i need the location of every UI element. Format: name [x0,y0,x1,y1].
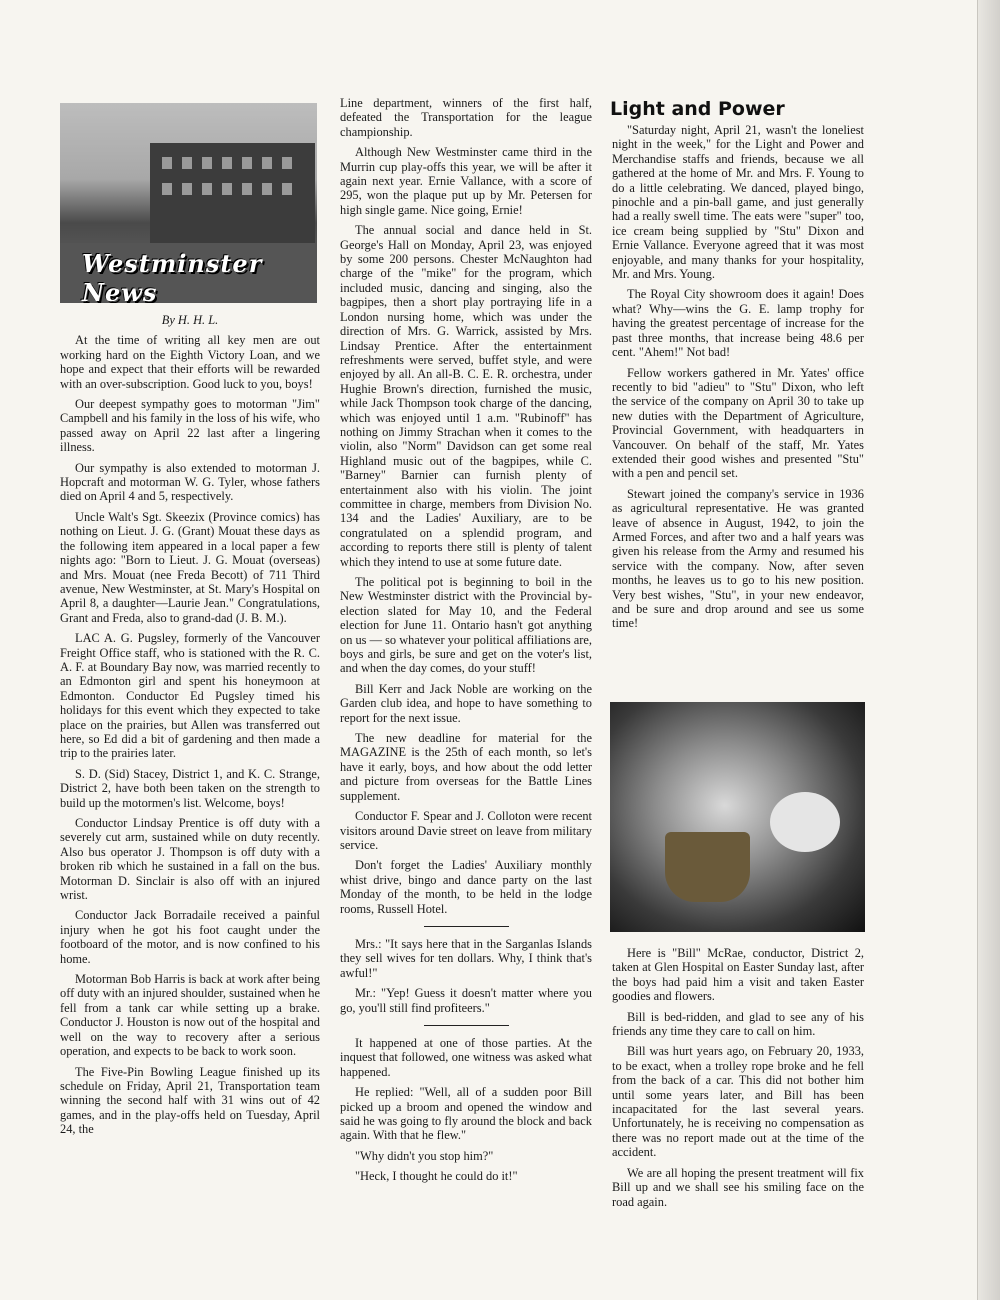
article-paragraph: Fellow workers gathered in Mr. Yates' office recently to bid "adieu" to "Stu" Dixon, who left the service of the company on April 30 to take up new duties with the Department of Agriculture, Provincial Government, with headquarters in Vancouver. On behalf of the staff, Mr. Yates extended their good wishes and presented "Stu" with a pen and pencil set. [612,365,864,481]
article-paragraph: Bill is bed-ridden, and glad to see any of his friends any time they care to call on him. [612,1009,864,1039]
page-edge [977,0,1000,1300]
article-paragraph: Although New Westminster came third in the Murrin cup play-offs this year, we will be after it again next year. Ernie Vallance, with a score of 295, won the plaque put up by Mr. Petersen for high single game. Nice going, Ernie! [340,145,592,217]
article-paragraph: The political pot is beginning to boil in the New Westminster district with the Provincial by-election slated for May 10, and the Federal election for June 11. Ontario hasn't got anything on us — so whatever your political affiliations are, boys and girls, be sure and get on the voter's list, and when the day comes, do your stuff! [340,575,592,676]
article-paragraph: Conductor F. Spear and J. Colloton were recent visitors around Davie street on leave from military service. [340,809,592,852]
article-paragraph: S. D. (Sid) Stacey, District 1, and K. C. Strange, District 2, have both been taken on the strength to build up the motormen's list. Welcome, boys! [60,766,320,810]
byline: By H. H. L. [161,313,219,327]
article-paragraph: The annual social and dance held in St. George's Hall on Monday, April 23, was enjoyed by some 200 persons. Chester McNaughton had charge of the "mike" for the program, which included music, dancing and singing, also the bagpipes, then a short play portraying life in a London nursing home, which was under the direction of Mrs. G. Warrick, assisted by Mrs. Lindsay Prentice. After the entertainment refreshments were served, buffet style, and were enjoyed by all. An all-B. C. E. R. orchestra, under Hughie Brown's direction, furnished the music, while Jack Thompson took charge of the dancing, which was enjoyed until 1 a.m. "Rubinoff" has nothing on Jimmy Strachan when it comes to the violin, also "Norm" Davidson can get some real Highland music out of the bagpipes, while C. "Barney" Barnier can furnish plenty of entertainment also with his violin. The joint committee in charge, members from Division No. 134 and the Ladies' Auxiliary, are to be congratulated on a splendid program, and according to reports there still is plenty of talent which they intend to use at some future date. [340,223,592,569]
article-paragraph: Motorman Bob Harris is back at work after being off duty with an injured shoulder, sustained when he fell from a tank car while setting up a brake. Conductor J. Houston is now out of the hospital and well on the way to recovery after a serious operation, and expects to be back to work soon. [60,972,320,1059]
article-paragraph: Stewart joined the company's service in 1936 as agricultural representative. He was granted leave of absence in August, 1942, to join the Armed Forces, and after two and a half years was given his release from the Army and resumed his service with the company. Now, after seven months, he leaves us to go to his new position. Very best wishes, "Stu", in your new endeavor, and be sure and drop around and see us some time! [612,486,864,631]
joke-line: "Why didn't you stop him?" [355,1148,494,1163]
article-paragraph: Bill Kerr and Jack Noble are working on the Garden club idea, and hope to have something to report for the next issue. [340,681,592,725]
westminster-street-photo [60,103,317,303]
column-3 [612,123,864,637]
joke-line: Mrs.: "It says here that in the Sarganlas Islands they sell wives for ten dollars. Why, I think that's awful!" [340,936,592,980]
article-paragraph: We are all hoping the present treatment will fix Bill up and we shall see his smiling face on the road again. [612,1165,864,1209]
article-paragraph: The Five-Pin Bowling League finished up its schedule on Friday, April 21, Transportation team winning the second half with 31 wins out of 42 games, and in the play-offs held on Tuesday, April 24, the [60,1064,320,1137]
article-paragraph: At the time of writing all key men are out working hard on the Eighth Victory Loan, and we hope and expect that their efforts will be rewarded with an over-subscription. Good luck to you, boys! [60,333,320,391]
easter-basket [665,832,750,902]
column-1 [60,313,320,1143]
article-paragraph: Uncle Walt's Sgt. Skeezix (Province comics) has nothing on Lieut. J. G. (Grant) Mouat these days as the following item appeared in a local paper a few nights ago: "Born to Lieut. J. G. Mouat (overseas) and Mrs. Mouat (nee Freda Becott) of 711 Third avenue, New Westminster, at St. Mary's Hospital on April 8, a daughter—Laurie Jean." Congratulations, Grant and Freda, also to grand-dad (J. B. M.). [60,509,320,625]
divider-rule [424,1025,509,1026]
article-paragraph: Line department, winners of the first half, defeated the Transportation for the league championship. [340,96,592,139]
article-paragraph: The new deadline for material for the MAGAZINE is the 25th of each month, so let's have it early, boys, and how about the odd letter and picture from overseas for the Battle Lines supplement. [340,731,592,803]
photo-caption-text [612,946,864,1215]
joke-line: Mr.: "Yep! Guess it doesn't matter where you go, you'll still find profiteers." [340,986,592,1015]
article-paragraph: "Saturday night, April 21, wasn't the loneliest night in the week," for the Light and Power and Merchandise staffs and friends, because we all gathered at the home of Mr. and Mrs. F. Young to do a little celebrating. We danced, played bingo, pinochle and a pin-ball game, and just generally had a really swell time. The eats were "super" too, ice cream being supplied by "Stu" Dixon and Ernie Vallance. Everyone agreed that it was most enjoyable, and many thanks for your hospitality, Mr. and Mrs. Young. [612,123,864,282]
column-2 [340,96,592,1190]
hospital-bed-photo [610,702,865,932]
article-paragraph: Our deepest sympathy goes to motorman "Jim" Campbell and his family in the loss of his wife, who passed away on April 22 last after a lingering illness. [60,397,320,455]
joke-line: It happened at one of those parties. At the inquest that followed, one witness was asked what happened. [340,1035,592,1079]
building-illustration [150,143,315,253]
joke-line: He replied: "Well, all of a sudden poor Bill picked up a broom and opened the window and said he was going to fly around the block and back again. With that he flew." [340,1085,592,1143]
article-paragraph: Don't forget the Ladies' Auxiliary monthly whist drive, bingo and dance party on the last Monday of the month, to be held in the lodge rooms, Russell Hotel. [340,858,592,916]
section-title: Light and Power [610,98,785,120]
section-banner-title: Westminster News [82,249,263,303]
joke-line: "Heck, I thought he could do it!" [355,1169,518,1184]
article-paragraph: Our sympathy is also extended to motorman J. Hopcraft and motorman W. G. Tyler, whose fathers died on April 4 and 5, respectively. [60,460,320,504]
article-paragraph: Here is "Bill" McRae, conductor, District 2, taken at Glen Hospital on Easter Sunday last, after the boys had paid him a visit and taken Easter goodies and flowers. [612,946,864,1004]
article-paragraph: Bill was hurt years ago, on February 20, 1933, to be exact, when a trolley rope broke and he fell from the back of a car. This did not bother him until some years later, and Bill has been incapacitated for the last several years. Unfortunately, he is receiving no compensation as there was no report made out at the time of the accident. [612,1044,864,1160]
article-paragraph: Conductor Jack Borradaile received a painful injury when he got his foot caught under the footboard of the motor, and is now confined to his home. [60,908,320,966]
flowers [770,792,840,852]
article-paragraph: LAC A. G. Pugsley, formerly of the Vancouver Freight Office staff, who is stationed with the R. C. A. F. at Boundary Bay now, was married recently to an Edmonton girl and spent his honeymoon at Edmonton. Conductor Ed Pugsley timed his holidays for this event which they expected to take place on the prairies, but Allen was transferred out here, so Ed did a bit of gardening and then made a trip to the prairies later. [60,631,320,761]
article-paragraph: Conductor Lindsay Prentice is off duty with a severely cut arm, sustained while on duty recently. Also bus operator J. Thompson is off duty with a broken rib which he sustained in a fall on the bus. Motorman D. Sinclair is also off with an injured wrist. [60,816,320,903]
article-paragraph: The Royal City showroom does it again! Does what? Why—wins the G. E. lamp trophy for having the greatest percentage of increase for the past three months, that increase being 48.6 per cent. "Ahem!" Not bad! [612,287,864,360]
divider-rule [424,926,509,927]
